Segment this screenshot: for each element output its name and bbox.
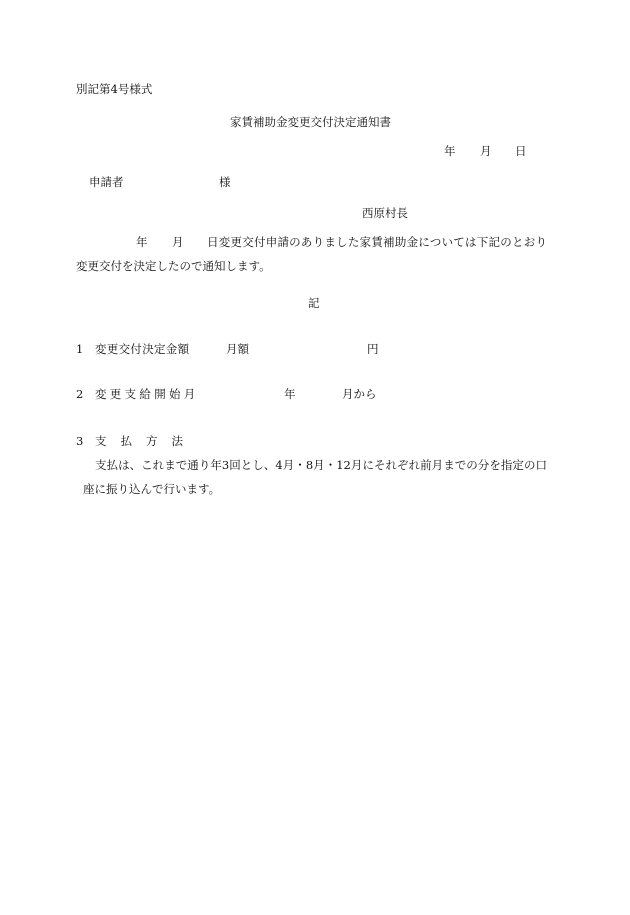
- item1-monthly: 月額: [226, 342, 249, 356]
- item2-month-from: 月から: [342, 387, 377, 401]
- ki-heading: 記: [308, 296, 320, 310]
- body-year: 年: [136, 235, 148, 249]
- issuer: 西原村長: [362, 206, 408, 220]
- item2-label: 変更支給開始月: [95, 387, 199, 401]
- item2-number: 2: [76, 387, 84, 401]
- document-title: 家賃補助金変更交付決定通知書: [230, 115, 391, 129]
- date-day: 日: [515, 144, 527, 158]
- form-label: 別記第4号様式: [76, 82, 153, 96]
- applicant-honorific: 様: [219, 175, 231, 189]
- item1-yen: 円: [367, 342, 379, 356]
- body-line-2: 変更交付を決定したので通知します。: [76, 259, 271, 273]
- date-year: 年: [444, 144, 456, 158]
- item1-label: 変更交付決定金額: [95, 342, 190, 356]
- body-line-1: 日変更交付申請のありました家賃補助金については下記のとおり: [207, 235, 547, 249]
- item2-year: 年: [284, 387, 296, 401]
- item3-label: 支払方法: [95, 434, 197, 448]
- item3-text-line-2: 座に振り込んで行います。: [83, 482, 221, 496]
- item1-number: 1: [76, 342, 84, 356]
- date-month: 月: [480, 144, 492, 158]
- item3-number: 3: [76, 434, 84, 448]
- applicant-label: 申請者: [89, 175, 124, 189]
- item3-text-line-1: 支払は、これまで通り年3回とし、4月・8月・12月にそれぞれ前月までの分を指定の口: [95, 458, 547, 472]
- body-month: 月: [172, 235, 184, 249]
